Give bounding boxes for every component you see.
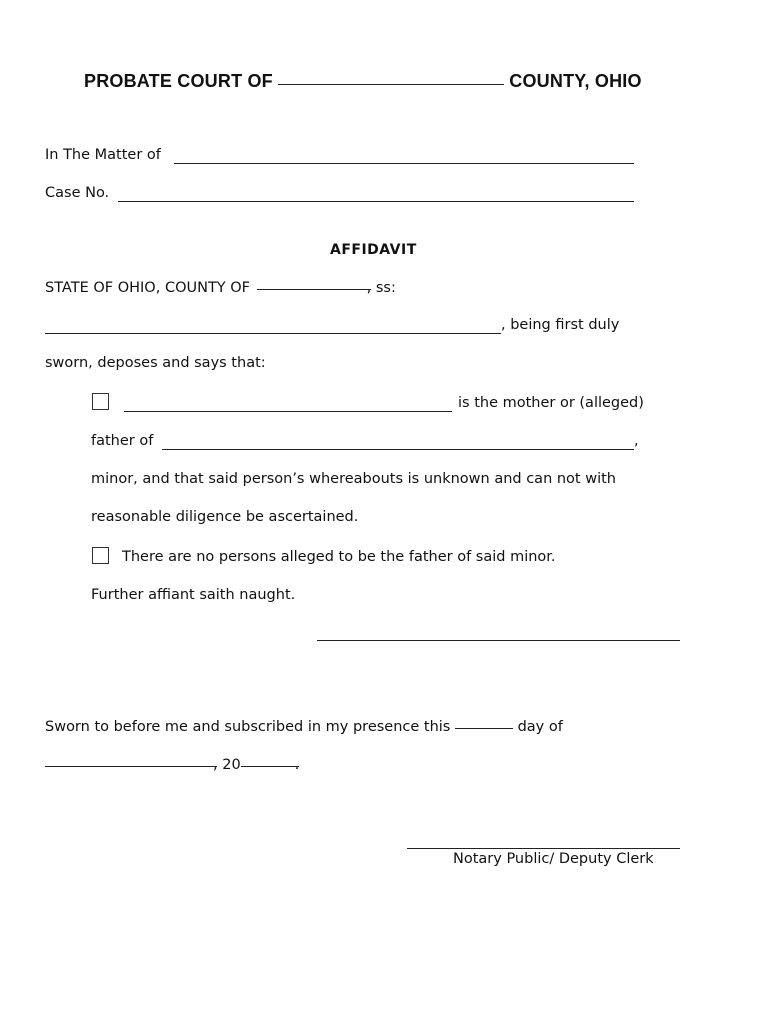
affiant-signature-field[interactable]: [317, 640, 680, 641]
jurat-day-of: day of: [517, 719, 563, 735]
option-mother-father-checkbox[interactable]: [92, 393, 109, 410]
jurat-date-line: [45, 757, 299, 773]
affidavit-heading: AFFIDAVIT: [330, 242, 417, 258]
venue-prefix: STATE OF OHIO, COUNTY OF: [45, 280, 251, 296]
notary-label: Notary Public/ Deputy Clerk: [453, 851, 654, 867]
matter-label: In The Matter of: [45, 147, 161, 163]
venue-suffix: , ss:: [366, 280, 396, 296]
minor-text-line2: reasonable diligence be ascertained.: [91, 509, 359, 525]
title-suffix: COUNTY, OHIO: [509, 71, 642, 91]
jurat-month-field[interactable]: [45, 766, 217, 767]
option2-text: There are no persons alleged to be the father of said minor.: [122, 549, 556, 565]
jurat-year-suffix: .: [294, 757, 300, 773]
case-number-label: Case No.: [45, 185, 110, 201]
affiant-name-field[interactable]: [45, 333, 501, 334]
further-text: Further affiant saith naught.: [91, 587, 296, 603]
jurat-prefix: Sworn to before me and subscribed in my presence this: [45, 719, 451, 735]
deposes-text: sworn, deposes and says that:: [45, 355, 266, 371]
page-title: [84, 71, 642, 92]
father-of-comma: ,: [634, 433, 639, 449]
case-number-field[interactable]: [118, 201, 634, 202]
matter-field[interactable]: [174, 163, 634, 164]
venue-line: [45, 280, 396, 296]
option-no-father-checkbox[interactable]: [92, 547, 109, 564]
minor-text-line1: minor, and that said person’s whereabouts is unknown and can not with: [91, 471, 616, 487]
option1-text: is the mother or (alleged): [458, 395, 644, 411]
sworn-suffix: , being first duly: [501, 317, 620, 333]
notary-signature-field[interactable]: [407, 848, 680, 849]
parent-name-field[interactable]: [124, 411, 452, 412]
jurat-year-field[interactable]: [241, 766, 299, 767]
father-of-label: father of: [91, 433, 154, 449]
jurat-day-field[interactable]: [455, 728, 513, 729]
minor-name-field[interactable]: [162, 449, 634, 450]
title-prefix: PROBATE COURT OF: [84, 71, 273, 91]
jurat-year-prefix: , 20: [213, 757, 241, 773]
county-name-field[interactable]: [278, 84, 504, 85]
venue-county-field[interactable]: [257, 289, 371, 290]
jurat-line: [45, 719, 563, 735]
